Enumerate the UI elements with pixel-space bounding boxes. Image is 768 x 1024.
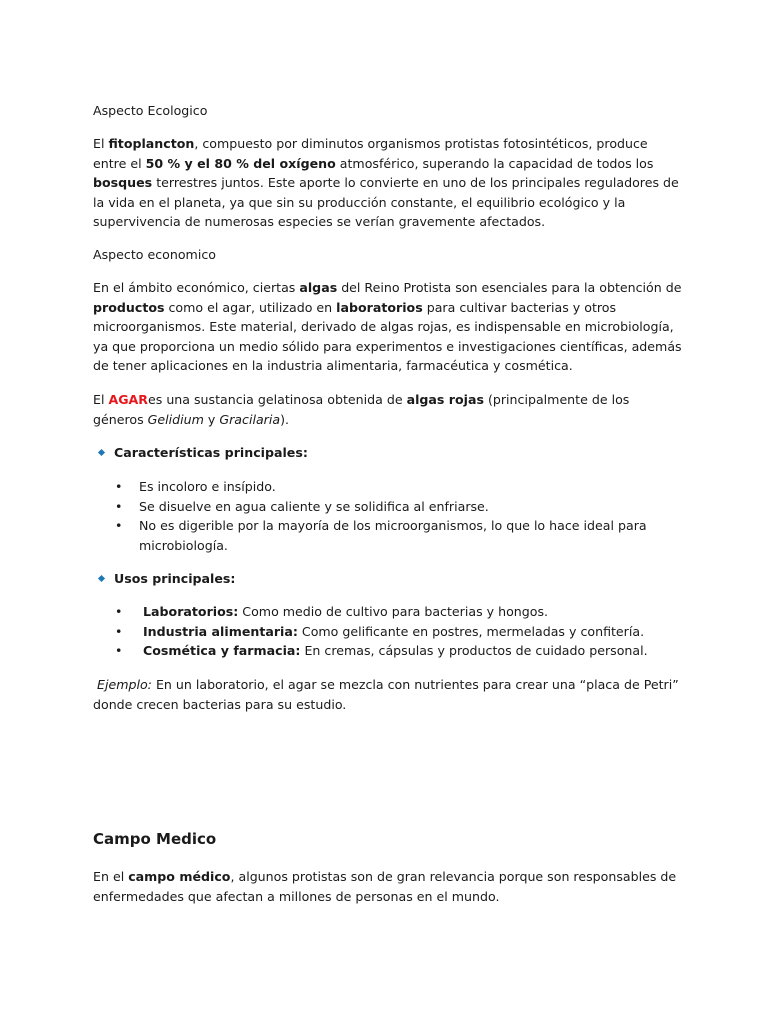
list-heading-usos bbox=[93, 569, 683, 589]
list-item: • Es incoloro e insípido. bbox=[93, 477, 683, 497]
paragraph-economico: En el ámbito económico, ciertas algas del Reino Protista son esenciales para la obtención de productos como el agar, utilizado en laboratorios para cultivar bacterias y otros microorganismos. Este material, derivado de algas rojas, es indispensable en microbiología, ya que proporciona un medio sólido para experimentos e investigaciones científicas, además de tener aplicaciones en la industria alimentaria, farmacéutica y cosmética. bbox=[93, 280, 682, 373]
list-item: • No es digerible por la mayoría de los microorganismos, lo que lo hace ideal para microbiología. bbox=[115, 518, 647, 553]
bullet-dot-icon: • bbox=[115, 643, 123, 658]
bullet-dot-icon: • bbox=[115, 498, 123, 514]
heading-aspecto-economico bbox=[93, 245, 683, 265]
paragraph-agar: El AGARes una sustancia gelatinosa obtenida de algas rojas (principalmente de los géneros Gelidium y Gracilaria). bbox=[93, 392, 630, 427]
term-bosques: bosques bbox=[93, 175, 153, 190]
heading-campo-medico bbox=[93, 830, 683, 850]
term-algas-rojas: algas rojas bbox=[406, 392, 484, 407]
bullet-dot-icon: • bbox=[115, 604, 123, 619]
paragraph-fitoplancton: El fitoplancton, compuesto por diminutos organismos protistas fotosintéticos, produce entre el 50 % y el 80 % del oxígeno atmosférico, superando la capacidad de todos los bosques terrestres juntos. Este aporte lo convierte en uno de los principales reguladores de la vida en el planeta, ya que sin su producción constante, el equilibrio ecológico y la supervivencia de numerosas especies se verían gravemente afectados. bbox=[93, 136, 679, 229]
bullet-dot-icon: • bbox=[115, 479, 123, 494]
heading-aspecto-ecologico bbox=[93, 101, 683, 121]
list-usos bbox=[93, 602, 683, 661]
term-productos: productos bbox=[93, 299, 165, 315]
term-agar: AGAR bbox=[108, 392, 148, 407]
list-heading-caracteristicas bbox=[93, 443, 683, 463]
paragraph-campo-medico: En el campo médico, algunos protistas son de gran relevancia porque son responsables de enfermedades que afectan a millones de personas en el mundo. bbox=[93, 869, 677, 904]
term-gelidium: Gelidium bbox=[147, 411, 204, 427]
list-item: • Se disuelve en agua caliente y se solidifica al enfriarse. bbox=[93, 497, 683, 517]
term-gracilaria: Gracilaria bbox=[219, 411, 281, 427]
list-item: • Laboratorios: Como medio de cultivo para bacterias y hongos. bbox=[93, 602, 683, 622]
list-item: • Industria alimentaria: Como gelificante en postres, mermeladas y confitería. bbox=[93, 622, 683, 642]
list-caracteristicas bbox=[93, 477, 683, 555]
bullet-dot-icon: • bbox=[115, 518, 123, 533]
term-laboratorios: laboratorios bbox=[336, 299, 423, 315]
term-algas: algas bbox=[299, 280, 338, 295]
heading-text: Aspecto economico bbox=[93, 247, 216, 262]
list-item: • Cosmética y farmacia: En cremas, cápsulas y productos de cuidado personal. bbox=[93, 641, 683, 661]
term-campo-medico: campo médico bbox=[128, 869, 231, 884]
diamond-bullet-icon bbox=[98, 449, 105, 456]
bullet-dot-icon: • bbox=[115, 623, 123, 639]
heading-text: Campo Medico bbox=[93, 830, 217, 848]
heading-text: Aspecto Ecologico bbox=[93, 103, 208, 118]
usos-title: Usos principales: bbox=[114, 571, 236, 586]
ejemplo-label: Ejemplo: bbox=[97, 677, 152, 692]
term-fitoplancton: fitoplancton bbox=[108, 136, 195, 151]
diamond-bullet-icon bbox=[98, 575, 105, 582]
caracteristicas-title: Características principales: bbox=[114, 445, 308, 460]
term-oxigeno: 50 % y el 80 % del oxígeno bbox=[145, 155, 336, 171]
paragraph-ejemplo: Ejemplo: En un laboratorio, el agar se mezcla con nutrientes para crear una “placa de Petri” donde crecen bacterias para su estudio. bbox=[93, 677, 679, 712]
